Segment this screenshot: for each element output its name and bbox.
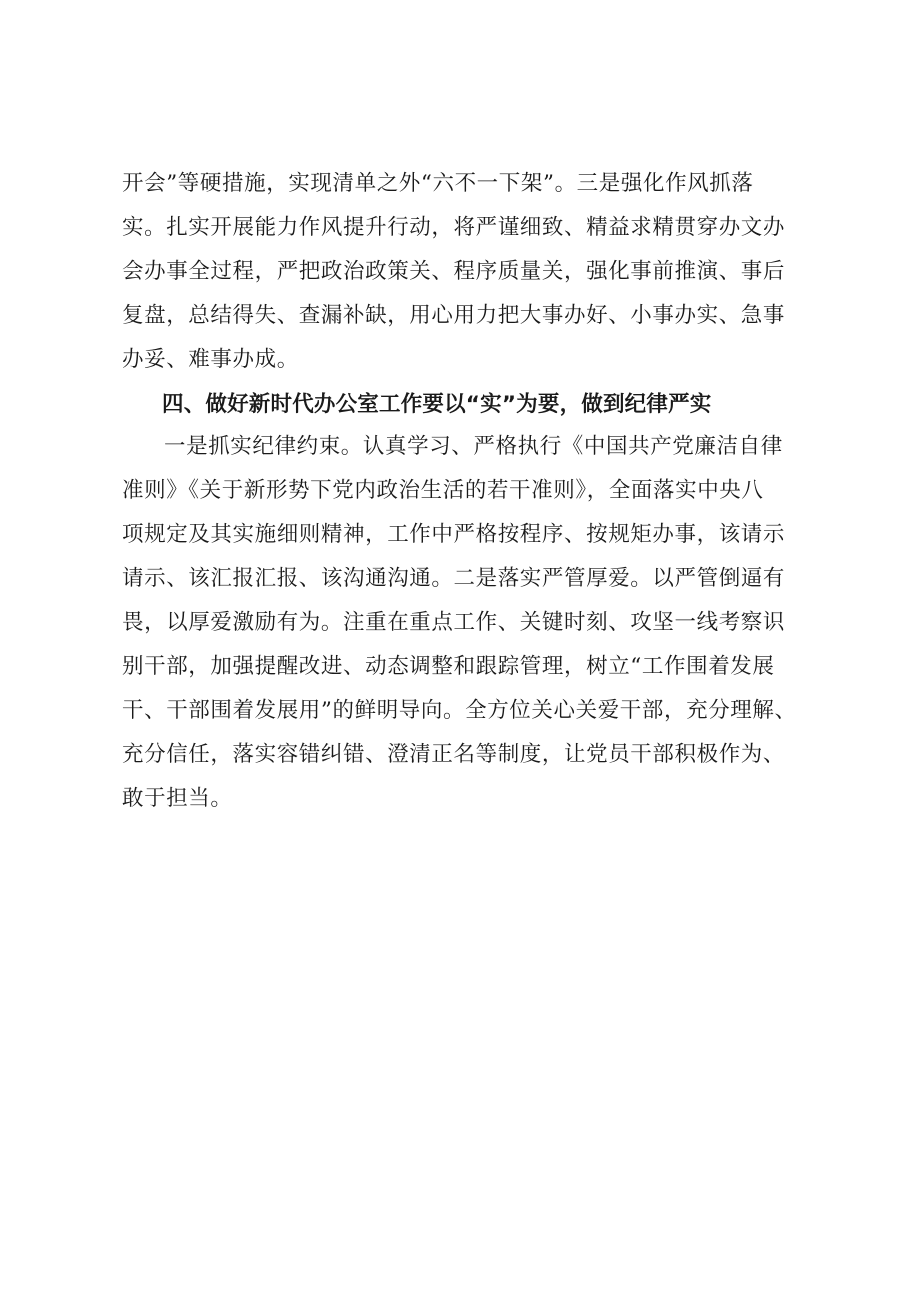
paragraph-line: 准则》《关于新形势下党内政治生活的若干准则》，全面落实中央八 <box>122 478 764 503</box>
paragraph-line: 干、干部围着发展用”的鲜明导向。全方位关心关爱干部，充分理解、 <box>122 698 797 723</box>
paragraph-line: 别干部，加强提醒改进、动态调整和跟踪管理，树立“工作围着发展 <box>122 654 775 679</box>
paragraph-line: 复盘，总结得失、查漏补缺，用心用力把大事办好、小事办实、急事 <box>122 303 786 328</box>
paragraph-line: 会办事全过程，严把政治政策关、程序质量关，强化事前推演、事后 <box>122 259 786 284</box>
paragraph-line: 实。扎实开展能力作风提升行动，将严谨细致、精益求精贯穿办文办 <box>122 215 786 240</box>
paragraph-line: 一是抓实纪律约束。认真学习、严格执行《中国共产党廉洁自律 <box>164 434 783 459</box>
paragraph-line: 请示、该汇报汇报、该沟通沟通。二是落实严管厚爱。以严管倒逼有 <box>122 566 786 591</box>
paragraph-line: 项规定及其实施细则精神，工作中严格按程序、按规矩办事，该请示 <box>122 522 786 547</box>
paragraph-line: 充分信任，落实容错纠错、澄清正名等制度，让党员干部积极作为、 <box>122 742 786 767</box>
paragraph-line: 敢于担当。 <box>122 786 233 811</box>
paragraph-line: 畏，以厚爱激励有为。注重在重点工作、关键时刻、攻坚一线考察识 <box>122 610 786 635</box>
paragraph-line: 办妥、难事办成。 <box>122 347 299 372</box>
section-heading: 四、做好新时代办公室工作要以“实”为要，做到纪律严实 <box>162 392 712 417</box>
paragraph-line: 开会”等硬措施，实现清单之外“六不一下架”。三是强化作风抓落 <box>122 171 754 196</box>
